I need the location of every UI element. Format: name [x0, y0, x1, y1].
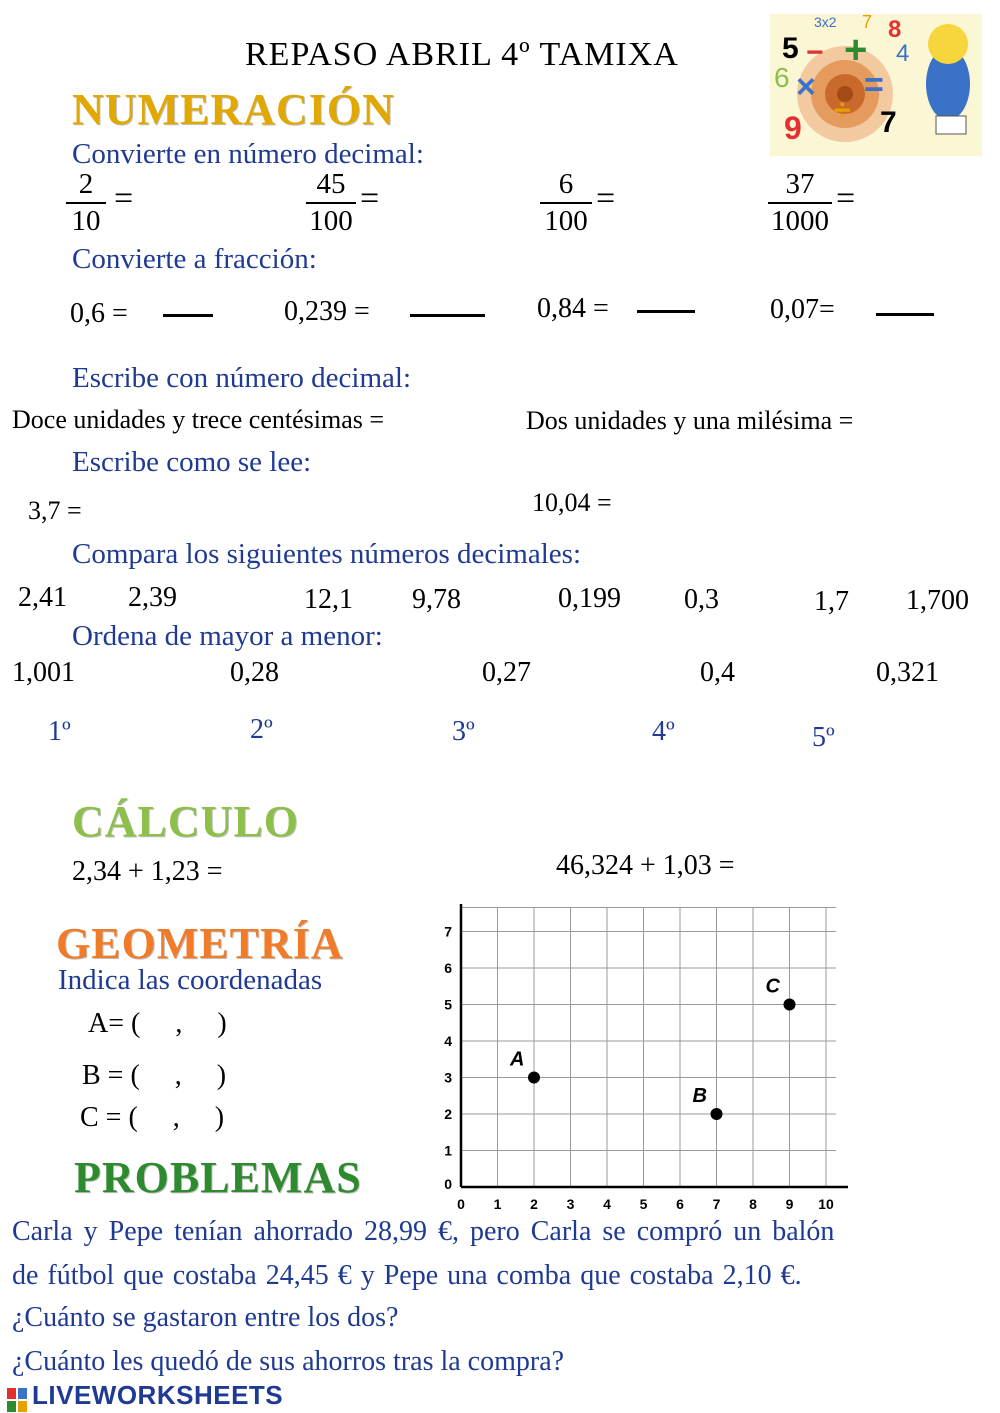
- x-tick-label: 8: [749, 1196, 757, 1212]
- fraction-3: 6 100: [540, 168, 592, 244]
- clipart-symbol: 9: [784, 110, 802, 146]
- fraction-answer-blank-3[interactable]: [637, 310, 695, 313]
- fraction-1: 2 10: [66, 168, 106, 244]
- write-decimal-item-2: Dos unidades y una milésima =: [526, 406, 854, 435]
- liveworksheets-icon: [6, 1387, 28, 1413]
- x-tick-label: 10: [818, 1196, 834, 1212]
- geometria-instruction: Indica las coordenadas: [58, 964, 323, 996]
- order-number: 0,27: [482, 657, 531, 688]
- write-read-instruction: Escribe como se lee:: [72, 446, 312, 478]
- fraction-2-equals: =: [360, 180, 380, 217]
- write-read-item-2: 10,04 =: [532, 488, 612, 517]
- decimal-to-fraction-2: 0,239 =: [284, 296, 370, 327]
- clipart-symbol: 4: [896, 40, 910, 67]
- order-number: 0,321: [876, 657, 939, 688]
- decimal-to-fraction-3: 0,84 =: [537, 293, 609, 324]
- order-position-2[interactable]: 2º: [250, 714, 273, 745]
- page-title: REPASO ABRIL 4º TAMIXA: [245, 36, 679, 73]
- coordinate-grid-chart: [430, 904, 860, 1214]
- geometria-heading: GEOMETRÍA: [56, 919, 344, 968]
- fraction-4-equals: =: [836, 180, 856, 217]
- fraction-answer-blank-4[interactable]: [876, 313, 934, 316]
- point-label-c: C: [765, 975, 780, 998]
- compare-number: 12,1: [304, 584, 353, 615]
- fraction-3-equals: =: [596, 180, 616, 217]
- point-a: [528, 1072, 540, 1084]
- write-decimal-instruction: Escribe con número decimal:: [72, 362, 412, 394]
- compare-number: 2,41: [18, 582, 67, 613]
- coordinate-answer-c[interactable]: C = ( , ): [80, 1102, 225, 1133]
- clipart-symbol: ÷: [834, 94, 851, 127]
- clipart-symbol: 3x2: [814, 14, 837, 30]
- y-tick-label: 4: [444, 1033, 452, 1049]
- clipart-symbol: 7: [862, 12, 873, 32]
- calculo-operation-2: 46,324 + 1,03 =: [556, 850, 735, 881]
- clipart-symbol: +: [844, 28, 868, 72]
- clipart-symbol: 8: [888, 16, 902, 43]
- y-tick-label: 2: [444, 1106, 452, 1122]
- order-position-4[interactable]: 4º: [652, 716, 675, 747]
- point-b: [711, 1108, 723, 1120]
- calculo-heading: CÁLCULO: [72, 797, 300, 846]
- y-tick-label: 0: [444, 1176, 452, 1192]
- x-tick-label: 0: [457, 1196, 465, 1212]
- x-tick-label: 1: [493, 1196, 502, 1212]
- clipart-symbol: −: [806, 36, 824, 69]
- fraction-answer-blank-1[interactable]: [163, 314, 213, 317]
- x-tick-label: 6: [676, 1196, 684, 1212]
- y-tick-label: 3: [444, 1069, 452, 1086]
- numeracion-heading: NUMERACIÓN: [72, 85, 395, 134]
- y-tick-label: 1: [444, 1142, 452, 1159]
- point-label-a: A: [510, 1048, 525, 1071]
- clipart-symbol: 5: [782, 32, 799, 65]
- problemas-heading: PROBLEMAS: [74, 1153, 362, 1202]
- x-tick-label: 5: [639, 1196, 648, 1212]
- problem-text-line-1: Carla y Pepe tenían ahorrado 28,99 €, pero Carla se compró un balón: [12, 1216, 835, 1247]
- order-number: 0,28: [230, 657, 279, 688]
- point-c: [784, 999, 796, 1011]
- compare-number: 0,199: [558, 583, 621, 614]
- coordinate-answer-b[interactable]: B = ( , ): [82, 1060, 227, 1091]
- order-position-5[interactable]: 5º: [812, 722, 835, 753]
- coordinate-answer-a[interactable]: A= ( , ): [88, 1008, 227, 1039]
- x-tick-label: 2: [530, 1196, 538, 1212]
- clipart-symbol: 6: [774, 62, 790, 93]
- x-tick-label: 9: [785, 1196, 794, 1212]
- y-tick-label: 7: [444, 923, 452, 940]
- problem-question-1: ¿Cuánto se gastaron entre los dos?: [12, 1302, 399, 1333]
- compare-number: 2,39: [128, 582, 177, 613]
- decimal-to-fraction-1: 0,6 =: [70, 298, 128, 329]
- decimal-to-fraction-4: 0,07=: [770, 294, 835, 325]
- write-read-item-1: 3,7 =: [28, 496, 82, 525]
- fraction-2: 45 100: [306, 168, 356, 244]
- point-label-b: B: [692, 1085, 707, 1107]
- order-position-1[interactable]: 1º: [48, 716, 71, 747]
- fraction-answer-blank-2[interactable]: [410, 314, 485, 317]
- order-instruction: Ordena de mayor a menor:: [72, 620, 383, 652]
- y-tick-label: 5: [444, 996, 452, 1013]
- fraction-1-equals: =: [114, 180, 134, 217]
- problem-question-2: ¿Cuánto les quedó de sus ahorros tras la compra?: [12, 1346, 565, 1377]
- math-clipart: [770, 14, 982, 156]
- clipart-symbol: =: [864, 66, 884, 104]
- order-position-3[interactable]: 3º: [452, 716, 475, 747]
- liveworksheets-brand: LIVEWORKSHEETS: [32, 1380, 284, 1410]
- x-tick-label: 7: [712, 1196, 721, 1212]
- x-tick-label: 4: [603, 1196, 611, 1212]
- compare-number: 0,3: [684, 584, 719, 615]
- order-number: 1,001: [12, 657, 75, 688]
- convert-decimal-instruction: Convierte en número decimal:: [72, 138, 424, 170]
- order-number: 0,4: [700, 657, 735, 688]
- fraction-4: 37 1000: [768, 168, 832, 244]
- compare-number: 1,700: [906, 585, 969, 616]
- y-tick-label: 6: [444, 960, 452, 976]
- problem-text-line-2: de fútbol que costaba 24,45 € y Pepe una comba que costaba 2,10 €.: [12, 1260, 802, 1291]
- liveworksheets-logo: [6, 1380, 283, 1413]
- write-decimal-item-1: Doce unidades y trece centésimas =: [12, 405, 385, 434]
- compare-instruction: Compara los siguientes números decimales:: [72, 538, 582, 570]
- x-tick-label: 3: [566, 1196, 575, 1212]
- compare-number: 9,78: [412, 584, 461, 615]
- clipart-symbol: 7: [880, 106, 897, 139]
- clipart-symbol: ×: [796, 68, 816, 106]
- compare-number: 1,7: [814, 586, 849, 617]
- calculo-operation-1: 2,34 + 1,23 =: [72, 856, 223, 887]
- convert-fraction-instruction: Convierte a fracción:: [72, 243, 317, 275]
